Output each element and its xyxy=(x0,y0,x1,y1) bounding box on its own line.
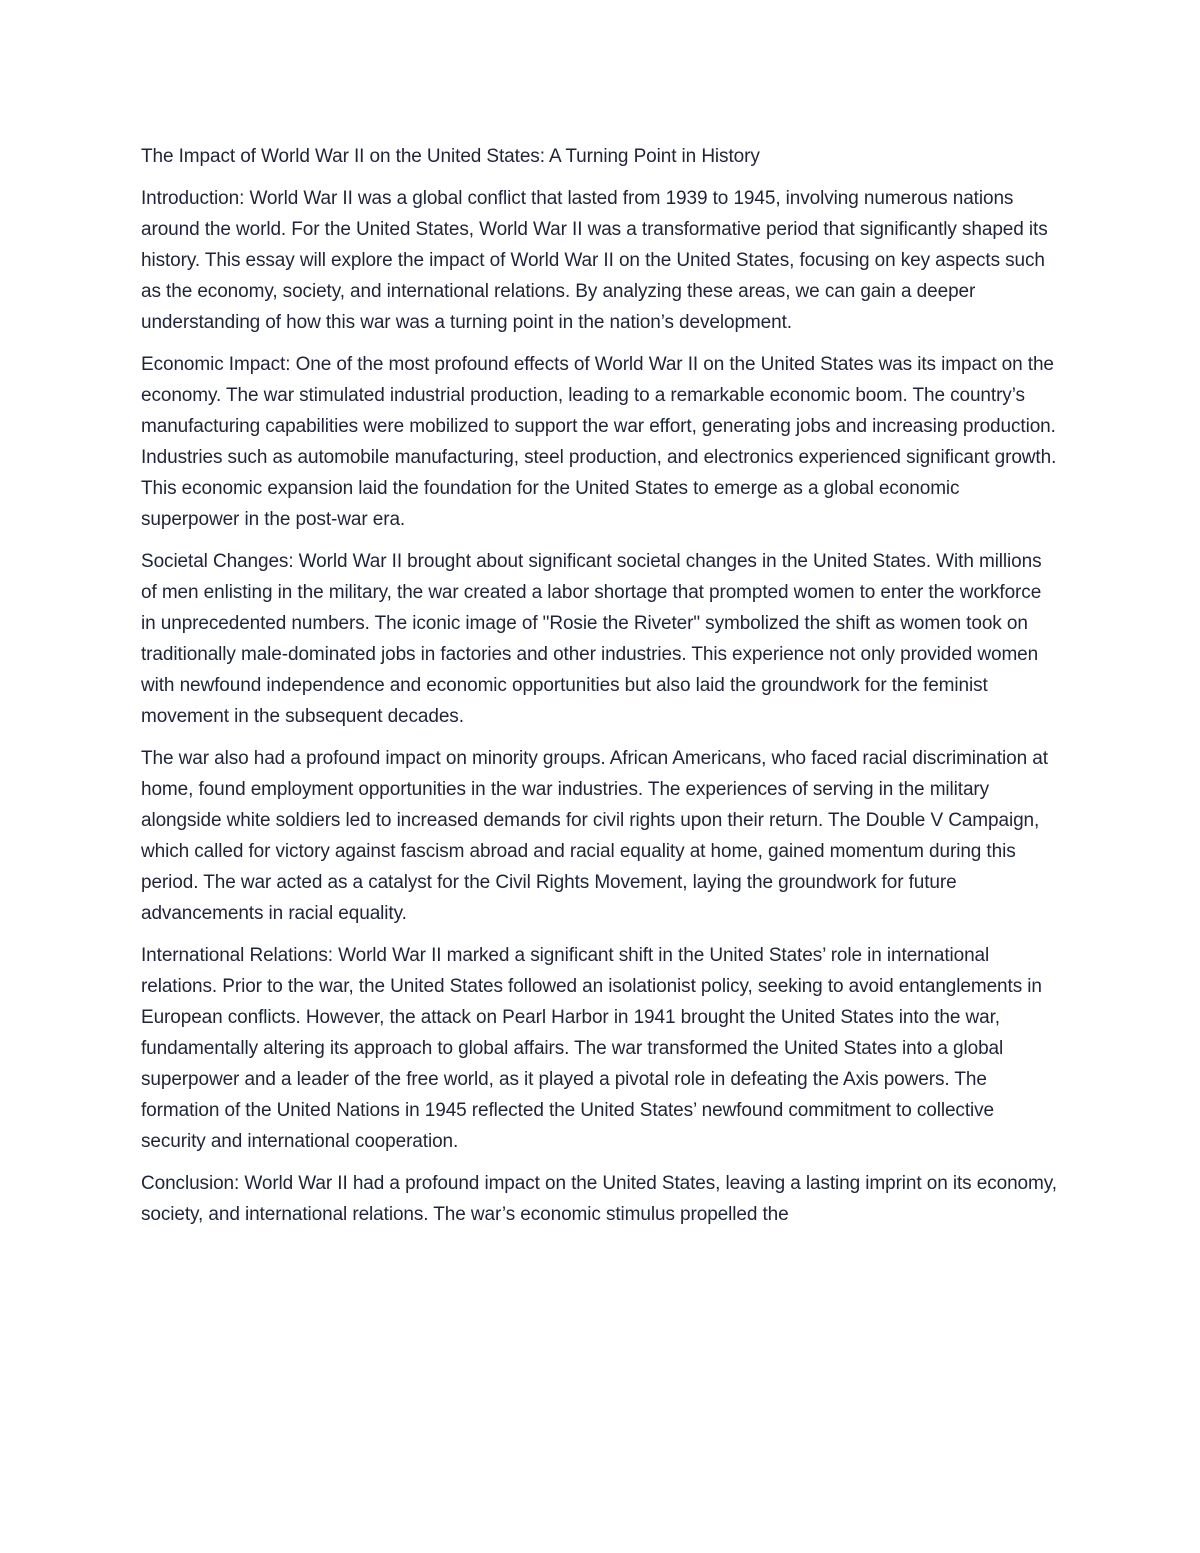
document-body xyxy=(141,141,1059,1241)
document-title: The Impact of World War II on the United States: A Turning Point in History xyxy=(141,146,760,167)
paragraph-economic-impact: Economic Impact: One of the most profound effects of World War II on the United States was its impact on the economy. The war stimulated industrial production, leading to a remarkable economic boom. The country’s manufacturing capabilities were mobilized to support the war effort, generating jobs and increasing production. Industries such as automobile manufacturing, steel production, and electronics experienced significant growth. This economic expansion laid the foundation for the United States to emerge as a global economic superpower in the post-war era. xyxy=(141,354,1057,530)
paragraph-conclusion: Conclusion: World War II had a profound impact on the United States, leaving a lasting imprint on its economy, society, and international relations. The war’s economic stimulus propelled the xyxy=(141,1173,1057,1225)
paragraph-introduction: Introduction: World War II was a global conflict that lasted from 1939 to 1945, involving numerous nations around the world. For the United States, World War II was a transformative period that significantly shaped its history. This essay will explore the impact of World War II on the United States, focusing on key aspects such as the economy, society, and international relations. By analyzing these areas, we can gain a deeper understanding of how this war was a turning point in the nation’s development. xyxy=(141,188,1048,333)
paragraph-societal-changes: Societal Changes: World War II brought about significant societal changes in the United States. With millions of men enlisting in the military, the war created a labor shortage that prompted women to enter the workforce in unprecedented numbers. The iconic image of "Rosie the Riveter" symbolized the shift as women took on traditionally male-dominated jobs in factories and other industries. This experience not only provided women with newfound independence and economic opportunities but also laid the groundwork for the feminist movement in the subsequent decades. xyxy=(141,551,1042,727)
paragraph-international-relations: International Relations: World War II marked a significant shift in the United States’ role in international relations. Prior to the war, the United States followed an isolationist policy, seeking to avoid entanglements in European conflicts. However, the attack on Pearl Harbor in 1941 brought the United States into the war, fundamentally altering its approach to global affairs. The war transformed the United States into a global superpower and a leader of the free world, as it played a pivotal role in defeating the Axis powers. The formation of the United Nations in 1945 reflected the United States’ newfound commitment to collective security and international cooperation. xyxy=(141,945,1042,1152)
paragraph-minority-groups: The war also had a profound impact on minority groups. African Americans, who faced racial discrimination at home, found employment opportunities in the war industries. The experiences of serving in the military alongside white soldiers led to increased demands for civil rights upon their return. The Double V Campaign, which called for victory against fascism abroad and racial equality at home, gained momentum during this period. The war acted as a catalyst for the Civil Rights Movement, laying the groundwork for future advancements in racial equality. xyxy=(141,748,1048,924)
